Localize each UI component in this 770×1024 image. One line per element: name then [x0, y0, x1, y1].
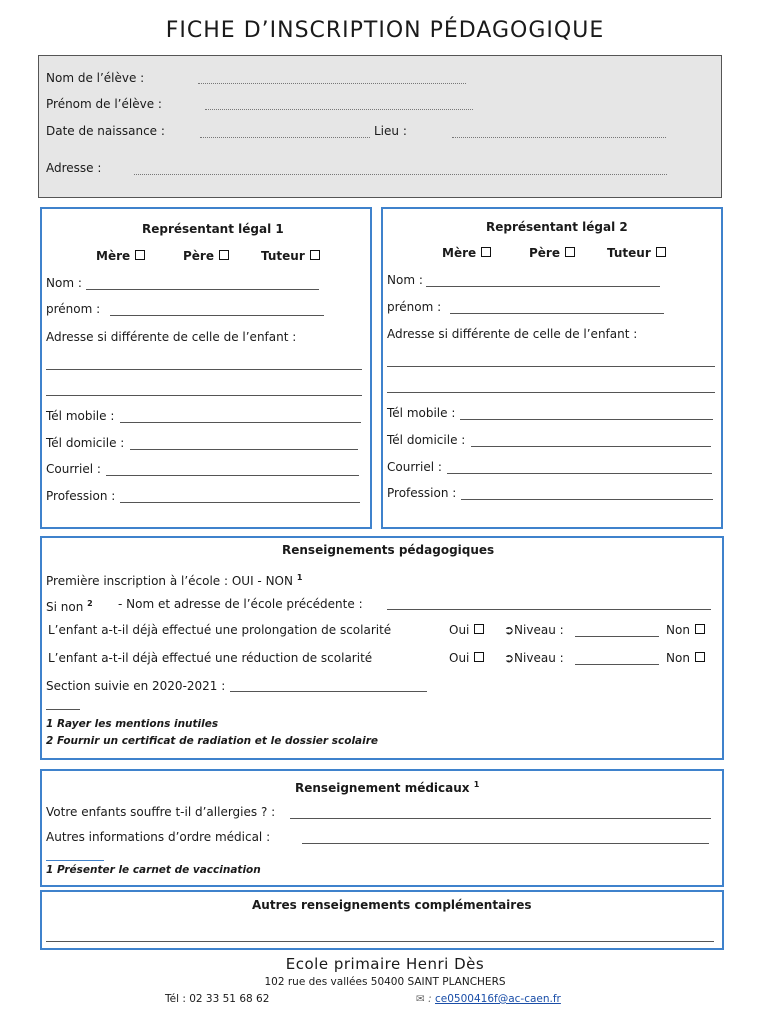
prolongation-oui-option[interactable] [449, 623, 484, 637]
rep2-courriel-label: Courriel : [387, 460, 442, 474]
first-registration-row[interactable] [46, 571, 302, 588]
rep2-adresse-line-1[interactable] [387, 366, 715, 367]
school-name: Ecole primaire Henri Dès [285, 955, 485, 973]
address-label: Adresse : [46, 161, 102, 175]
section-label: Section suivie en 2020-2021 : [46, 679, 226, 693]
rep1-pere-checkbox[interactable] [219, 250, 229, 260]
rep1-mere-option[interactable] [96, 249, 145, 263]
rep1-tel-domicile-field[interactable] [130, 449, 358, 450]
medical-other-label: Autres informations d’ordre médical : [46, 830, 271, 844]
reduction-non-option[interactable] [666, 651, 705, 665]
footnote-1: 1 Rayer les mentions inutiles [46, 718, 219, 730]
rep1-nom-field[interactable] [86, 289, 319, 290]
rep1-adresse-line-2[interactable] [46, 395, 362, 396]
envelope-icon: ✉ : [416, 993, 436, 1005]
footnote-2: 2 Fournir un certificat de radiation et le dossier scolaire [46, 735, 379, 747]
rep2-adresse-label: Adresse si différente de celle de l’enfant : [387, 327, 638, 341]
rep2-pere-checkbox[interactable] [565, 247, 575, 257]
rep1-tel-mobile-field[interactable] [120, 422, 361, 423]
prolongation-label: L’enfant a-t-il déjà effectué une prolongation de scolarité [48, 623, 392, 637]
rep1-tel-domicile-label: Tél domicile : [46, 436, 125, 450]
rep2-tuteur-option[interactable] [607, 246, 666, 260]
reduction-niveau-label: ➲Niveau : [504, 651, 564, 665]
rep1-nom-label: Nom : [46, 276, 82, 290]
medical-footnote-separator [46, 860, 104, 861]
rep1-adresse-label: Adresse si différente de celle de l’enfant : [46, 330, 297, 344]
rep1-profession-label: Profession : [46, 489, 116, 503]
if-no-note-ref: 2 [87, 599, 93, 608]
if-no-label: Si non [46, 600, 84, 614]
rep1-mere-checkbox[interactable] [135, 250, 145, 260]
rep1-courriel-field[interactable] [106, 475, 359, 476]
birthdate-label: Date de naissance : [46, 124, 165, 138]
allergies-field[interactable] [290, 818, 711, 819]
reduction-non-label: Non [666, 651, 690, 665]
school-email-link[interactable]: ce0500416f@ac-caen.fr [435, 993, 561, 1005]
previous-school-label: - Nom et adresse de l’école précédente : [118, 597, 363, 611]
prolongation-oui-checkbox[interactable] [474, 624, 484, 634]
reduction-oui-option[interactable] [449, 651, 484, 665]
medical-title: Renseignement médicaux [295, 781, 470, 795]
rep2-title: Représentant légal 2 [486, 220, 628, 234]
rep2-prenom-field[interactable] [450, 313, 664, 314]
rep2-prenom-label: prénom : [387, 300, 442, 314]
prolongation-niveau-field[interactable] [575, 636, 659, 637]
first-registration-note-ref: 1 [296, 573, 303, 582]
rep1-title: Représentant légal 1 [142, 222, 284, 236]
other-info-title: Autres renseignements complémentaires [252, 898, 532, 912]
student-firstname-label: Prénom de l’élève : [46, 97, 162, 111]
rep1-adresse-line-1[interactable] [46, 369, 362, 370]
rep2-tel-mobile-field[interactable] [460, 419, 713, 420]
medical-title-row [295, 778, 479, 795]
reduction-oui-checkbox[interactable] [474, 652, 484, 662]
reduction-oui-label: Oui [449, 651, 470, 665]
rep1-tuteur-option[interactable] [261, 249, 320, 263]
rep2-mere-checkbox[interactable] [481, 247, 491, 257]
rep2-nom-label: Nom : [387, 273, 423, 287]
email-row [416, 992, 561, 1006]
rep2-profession-field[interactable] [461, 499, 713, 500]
rep2-mere-option[interactable] [442, 246, 491, 260]
prolongation-oui-label: Oui [449, 623, 470, 637]
school-address: 102 rue des vallées 50400 SAINT PLANCHERS [264, 976, 506, 988]
if-no-row [46, 597, 93, 614]
previous-school-field[interactable] [387, 609, 711, 610]
allergies-label: Votre enfants souffre t-il d’allergies ? : [46, 805, 276, 819]
rep1-profession-field[interactable] [120, 502, 360, 503]
rep1-pere-label: Père [183, 249, 214, 263]
section-field[interactable] [230, 691, 427, 692]
medical-other-field[interactable] [302, 843, 709, 844]
student-name-field[interactable] [198, 83, 466, 84]
page-title: FICHE D’INSCRIPTION PÉDAGOGIQUE [165, 18, 605, 43]
rep2-pere-option[interactable] [529, 246, 575, 260]
rep2-profession-label: Profession : [387, 486, 457, 500]
birthdate-field[interactable] [200, 137, 370, 138]
birthplace-label: Lieu : [374, 124, 407, 138]
footnote-separator [46, 709, 80, 710]
rep1-prenom-label: prénom : [46, 302, 101, 316]
reduction-label: L’enfant a-t-il déjà effectué une réduction de scolarité [48, 651, 373, 665]
student-firstname-field[interactable] [205, 109, 473, 110]
peda-title: Renseignements pédagogiques [282, 543, 495, 557]
other-info-field[interactable] [46, 941, 714, 942]
rep1-tel-mobile-label: Tél mobile : [46, 409, 115, 423]
rep2-courriel-field[interactable] [447, 473, 712, 474]
rep2-adresse-line-2[interactable] [387, 392, 715, 393]
rep2-tuteur-label: Tuteur [607, 246, 651, 260]
medical-note-ref: 1 [473, 780, 480, 789]
rep2-tel-domicile-label: Tél domicile : [387, 433, 466, 447]
reduction-non-checkbox[interactable] [695, 652, 705, 662]
rep2-nom-field[interactable] [426, 286, 660, 287]
prolongation-non-label: Non [666, 623, 690, 637]
reduction-niveau-field[interactable] [575, 664, 659, 665]
rep1-tuteur-label: Tuteur [261, 249, 305, 263]
rep2-tel-mobile-label: Tél mobile : [387, 406, 456, 420]
prolongation-niveau-label: ➲Niveau : [504, 623, 564, 637]
birthplace-field[interactable] [452, 137, 666, 138]
rep2-tel-domicile-field[interactable] [471, 446, 711, 447]
student-name-label: Nom de l’élève : [46, 71, 145, 85]
address-field[interactable] [134, 174, 667, 175]
rep1-pere-option[interactable] [183, 249, 229, 263]
prolongation-non-checkbox[interactable] [695, 624, 705, 634]
rep1-tuteur-checkbox[interactable] [310, 250, 320, 260]
rep1-prenom-field[interactable] [110, 315, 324, 316]
rep1-mere-label: Mère [96, 249, 131, 263]
first-registration-label: Première inscription à l’école : OUI - NON [46, 574, 293, 588]
school-phone: Tél : 02 33 51 68 62 [165, 993, 270, 1005]
rep2-tuteur-checkbox[interactable] [656, 247, 666, 257]
rep2-pere-label: Père [529, 246, 560, 260]
medical-footnote: 1 Présenter le carnet de vaccination [46, 864, 261, 876]
rep1-courriel-label: Courriel : [46, 462, 101, 476]
prolongation-non-option[interactable] [666, 623, 705, 637]
rep2-mere-label: Mère [442, 246, 477, 260]
